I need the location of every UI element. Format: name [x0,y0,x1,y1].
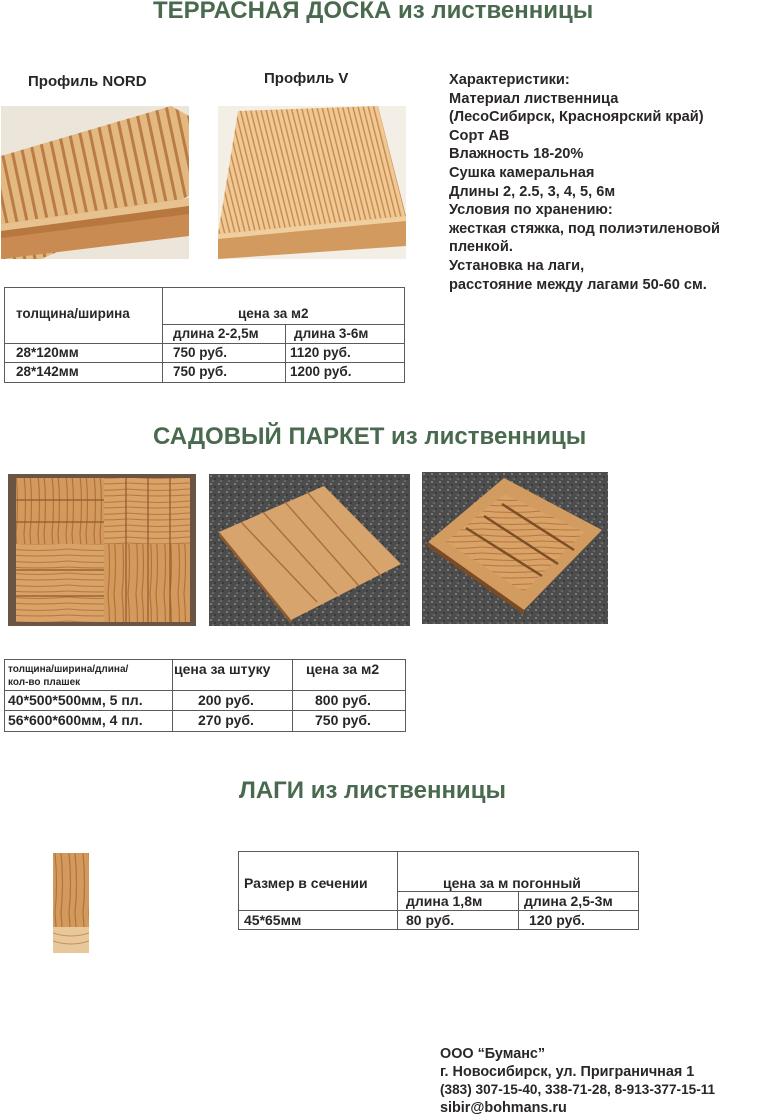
table-cell: 45*65мм [244,912,302,928]
profile-v-photo [218,106,406,259]
terrace-title [153,0,593,25]
company-address: г. Новосибирск, ул. Приграничная 1 [440,1064,695,1080]
lagi-title-rest: из лиственницы [310,777,506,804]
parquet-title-rest: из лиственницы [391,423,587,450]
spec-line: (ЛесоСибирск, Красноярский край) [449,109,704,126]
spec-line: Материал лиственница [449,90,619,107]
spec-line: Условия по хранению: [449,202,613,219]
table-border [238,929,639,930]
profile-nord-photo [1,106,189,259]
table-cell: 750 руб. [173,364,227,379]
spec-line: Сорт АВ [449,127,510,144]
table-border [404,287,405,383]
table-header: Размер в сечении [244,875,368,891]
table-border [4,731,406,732]
table-border [4,287,405,288]
parquet-title [153,423,586,451]
table-cell: 28*120мм [16,345,79,360]
profile-v-caption: Профиль V [264,70,349,87]
table-subheader: длина 2-2,5м [173,326,259,341]
table-header: кол-во плашек [8,677,81,688]
table-border [162,324,405,325]
parquet-photo-3 [422,472,608,624]
lagi-title [239,777,506,805]
table-cell: 750 руб. [315,712,371,728]
table-cell: 1120 руб. [290,345,351,360]
table-header: толщина/ширина/длина/ [8,664,129,675]
table-border [518,891,519,930]
spec-line: Установка на лаги, [449,257,585,274]
table-cell: 56*600*600мм, 4 пл. [8,712,143,728]
table-border [4,659,406,660]
table-header: цена за м2 [306,661,380,677]
table-border [4,287,5,383]
table-border [638,851,639,930]
table-border [405,659,406,732]
spec-line: Длины 2, 2.5, 3, 4, 5, 6м [449,183,616,200]
company-name: ООО “Буманс” [440,1046,546,1062]
table-cell: 800 руб. [315,692,371,708]
company-phones: (383) 307-15-40, 338-71-28, 8-913-377-15-11 [440,1082,716,1097]
table-cell: 28*142мм [16,364,79,379]
table-border [292,659,293,732]
table-border [238,851,639,852]
company-email: sibir@bohmans.ru [440,1100,567,1116]
table-header: толщина/ширина [16,306,130,321]
lagi-beam-photo [53,853,89,953]
lagi-title-main: ЛАГИ [239,777,305,804]
table-subheader: длина 3-6м [294,326,369,341]
table-border [4,690,406,691]
table-border [162,287,163,383]
contacts-block [440,1045,715,1117]
table-border [4,710,406,711]
table-cell: 750 руб. [173,345,227,360]
table-border [397,851,398,930]
parquet-title-main: САДОВЫЙ ПАРКЕТ [153,423,385,450]
spec-line: Характеристики: [449,72,570,88]
terrace-title-main: ТЕРРАСНАЯ ДОСКА [153,0,392,24]
table-border [238,910,639,911]
table-header: цена за м погонный [443,875,581,891]
table-cell: 270 руб. [198,712,254,728]
spec-line: пленкой. [449,239,513,256]
table-border [4,343,405,344]
table-subheader: длина 2,5-3м [524,893,613,909]
table-cell: 40*500*500мм, 5 пл. [8,692,143,708]
table-cell: 120 руб. [529,912,585,928]
table-border [285,324,286,383]
terrace-title-rest: из лиственницы [397,0,594,24]
table-cell: 80 руб. [406,912,455,928]
spec-line: Сушка камеральная [449,164,595,181]
table-subheader: длина 1,8м [406,893,483,909]
table-header: цена за штуку [174,661,271,677]
table-header: цена за м2 [238,306,309,321]
parquet-photo-1 [8,474,196,626]
table-border [4,659,5,732]
terrace-specs [449,71,720,294]
table-border [238,851,239,930]
spec-line: Влажность 18-20% [449,146,584,163]
spec-line: расстояние между лагами 50-60 см. [449,276,707,293]
table-cell: 200 руб. [198,692,254,708]
table-border [4,362,405,363]
parquet-photo-2 [209,474,410,626]
table-border [4,382,405,383]
profile-nord-caption: Профиль NORD [28,73,147,90]
table-cell: 1200 руб. [290,364,352,379]
table-border [172,659,173,732]
spec-line: жесткая стяжка, под полиэтиленовой [449,220,721,237]
